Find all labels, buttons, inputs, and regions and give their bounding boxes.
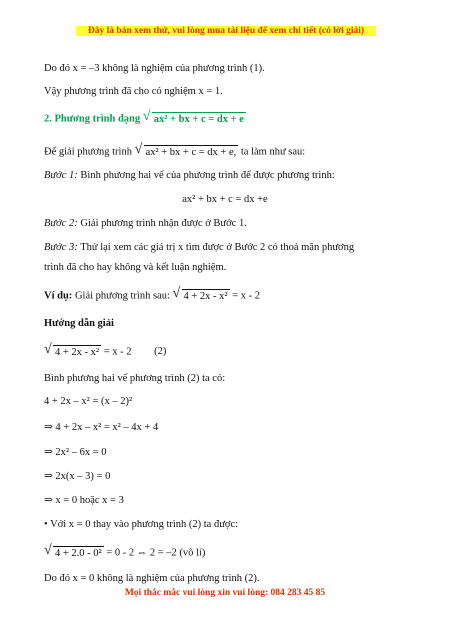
step-1: Bước 1: Bình phương hai vế của phương trình để được phương trình: <box>44 170 335 181</box>
math-line: ⇒ 4 + 2x – x² = x² – 4x + 4 <box>44 422 159 433</box>
text-line: Để giải phương trình √ ax² + bx + c = dx + e, ta làm như sau: <box>44 142 306 158</box>
math-line: ⇒ x = 0 hoặc x = 3 <box>44 495 124 506</box>
text-line: Do đó x = 0 không là nghiệm của phương trình (2). <box>44 573 260 584</box>
text-line: Vậy phương trình đã cho có nghiệm x = 1. <box>44 86 223 97</box>
check-line: √ 4 + 2.0 - 0² = 0 - 2 ⇔ 2 = –2 (vô lí) <box>44 543 206 559</box>
equation-2: √ 4 + 2x - x² = x - 2 (2) <box>44 342 167 358</box>
preview-banner: Đây là bản xem thử, vui lòng mua tài liệu để xem chi tiết (có lời giải) <box>76 26 376 36</box>
math-line: ⇒ 2x² – 6x = 0 <box>44 447 107 458</box>
math-line: ⇒ 2x(x – 3) = 0 <box>44 471 111 482</box>
example: Ví dụ: Giải phương trình sau: √ 4 + 2x - x² = x - 2 <box>44 286 261 302</box>
step-1-equation: ax² + bx + c = dx +e <box>182 194 268 205</box>
inline-formula: √ ax² + bx + c = dx + e, <box>134 142 237 158</box>
eq2-formula: √ 4 + 2x - x² <box>44 342 100 358</box>
check-formula: √ 4 + 2.0 - 0² <box>44 543 102 559</box>
step-2: Bước 2: Giải phương trình nhận được ở Bước 1. <box>44 218 247 229</box>
heading-formula: √ ax² + bx + c = dx + e <box>142 109 244 125</box>
example-formula: √ 4 + 2x - x² <box>172 286 228 302</box>
text-line: Bình phương hai vế phương trình (2) ta có: <box>44 373 226 384</box>
contact-banner: Mọi thắc mắc vui lòng xin vui lòng: 084 283 45 85 <box>124 588 326 598</box>
step-3: Bước 3: Thử lại xem các giá trị x tìm được ở Bước 2 có thoả mãn phương <box>44 242 355 253</box>
heading-label: 2. Phương trình dạng <box>44 113 141 125</box>
section-heading <box>44 109 246 126</box>
guide-title: Hướng dẫn giải <box>44 318 114 329</box>
math-line: 4 + 2x – x² = (x – 2)² <box>44 396 133 407</box>
step-3-cont: trình đã cho hay không và kết luận nghiệm. <box>44 262 227 273</box>
text-line: • Với x = 0 thay vào phương trình (2) ta được: <box>44 519 239 530</box>
text-line: Do đó x = –3 không là nghiệm của phương trình (1). <box>44 63 265 74</box>
equation-tag: (2) <box>154 346 167 358</box>
